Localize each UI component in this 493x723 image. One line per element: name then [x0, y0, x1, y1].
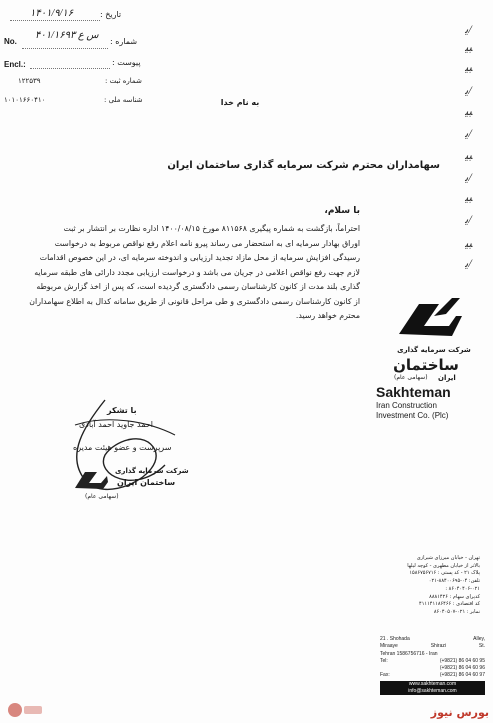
body-line: از کانون کارشناسان رسمی دادگستری و طی مراحل قانونی از طریق سامانه کدال به اطلاع سهامداران — [29, 296, 360, 306]
national-id-value: ۱۰۱۰۱۶۶۰۴۱۰ — [4, 96, 46, 104]
fax-value: (+9821) 86 04 60 97 — [439, 672, 485, 679]
footer-fa-line: پلاک ۲۱ - کد پستی : ۱۵۸۶۷۵۶۷۱۶ — [409, 570, 480, 577]
margin-mark: ﺒﯿ — [465, 190, 473, 204]
date-dotline — [10, 20, 100, 21]
brand-watermark: بورس نیوز — [430, 706, 489, 719]
footer-fa-line: تهران - خیابان میرزای شیرازی — [416, 555, 480, 561]
logo-mark-icon — [394, 294, 464, 344]
logo-en-line1: Iran Construction — [376, 401, 437, 410]
body-line: رسیدگی افزایش سرمایه از محل مازاد تجدید ارزیابی و اندوخته سرمایه ای، در این خصوص اقدامات — [39, 253, 360, 262]
tel-value: (+9821) 86 04 60 95 — [439, 657, 485, 664]
footer-fa-line: نمابر : ۰۲۱-۸۶۰۴۰۵۰۷ — [433, 608, 480, 615]
footer-fa-line: بالاتر از خیابان مطهری - کوچه لیلها — [407, 562, 480, 569]
footer-tel-row — [380, 658, 485, 665]
footer-en-line — [380, 636, 485, 643]
encl-label-en: Encl.: — [4, 60, 26, 69]
logo-en-sub — [376, 401, 448, 421]
encl-dotline — [30, 68, 110, 69]
footer-address-en — [380, 636, 485, 695]
footer-fax-row — [380, 672, 485, 679]
body-line: لازم جهت رفع نواقص اعلامی در جریان می باشد و درخواست ارزیابی مجدد دارائی های طبقه سرمایه — [34, 267, 360, 277]
signature-block — [45, 395, 205, 535]
stamp-name: ساختمان ایران — [117, 478, 176, 487]
footer-fa-line: کد اقتصادی : ۴۱۱۱۴۱۱۸۶۴۶۶ — [419, 601, 480, 608]
date-value: ۱۴۰۱/۹/۱۶ — [30, 8, 74, 19]
footer-en-text: Miraaye — [380, 643, 398, 650]
logo-en-line2: Investment Co. (Plc) — [376, 411, 449, 420]
greeting: با سلام، — [324, 206, 360, 216]
footer-en-line: Tehran 1586756716 - Iran — [380, 650, 438, 657]
letter-title: سهامداران محترم شرکت سرمایه گذاری ساختمان ایران — [167, 160, 440, 171]
number-dotline — [22, 48, 108, 49]
email-link[interactable]: info@sakhteman.com — [380, 688, 485, 695]
body-line: اوراق بهادار سرمایه ای به استحضار می رساند پیرو نامه اعلام رفع نواقص مربوط به درخواست — [54, 238, 360, 248]
number-value: ۴۰۱/س ع ۱۶۹۳ — [35, 30, 99, 41]
footer-tel2: (+9821) 86 04 60 96 — [439, 665, 485, 672]
logo-fa-type: (سهامی عام) — [394, 374, 428, 381]
margin-mark: ﯾ/ — [465, 83, 472, 97]
logo-fa-top: شرکت سرمایه گذاری — [397, 346, 471, 354]
signature-name: احمد جاوید احمد آبادی — [79, 420, 153, 429]
footer-fa-line: ۸۶۰۴۰۴۰۶-۰۲۱ : — [445, 585, 480, 592]
letter-body — [10, 222, 360, 324]
signature-thanks: با تشکر — [107, 406, 137, 415]
tel-label: Tel: — [380, 657, 388, 664]
web-link[interactable]: www.sakhteman.com — [380, 681, 485, 688]
body-line: محترم خواهد رسید. — [295, 311, 360, 320]
stamp-logo-icon — [73, 468, 109, 492]
signature-role: سرپرست و عضو هیئت مدیره — [73, 443, 172, 452]
body-line: احتراماً، بازگشت به شماره پیگیری ۸۱۱۵۶۸ مورخ ۱۴۰۰/۰۸/۱۵ اداره نظارت بر انتشار بر ثبت — [63, 224, 360, 233]
signature-scribble-icon — [45, 395, 205, 535]
date-label: تاریخ : — [100, 10, 122, 19]
margin-mark: ﺒﯿ — [465, 104, 473, 118]
footer-address-fa — [380, 555, 480, 617]
logo-en-main: Sakhteman — [376, 384, 451, 400]
footer-en-text: Shirazi — [430, 643, 446, 650]
reg-label: شماره ثبت : — [105, 77, 142, 85]
margin-mark: ﯾ/ — [465, 170, 472, 184]
national-id-label: شناسه ملی : — [104, 96, 143, 104]
footer-fa-line: تلفن: ۰۴-۸۸۴۰۰۶۹۵-۰۲۱ — [428, 578, 480, 585]
bourse-news-logo-icon — [6, 701, 46, 719]
stamp-type: (سهامی عام) — [85, 493, 119, 500]
stamp-company: شرکت سرمایه گذاری — [115, 467, 189, 475]
margin-mark: ﯾ/ — [465, 22, 472, 36]
logo-fa-iran: ایران — [438, 374, 456, 382]
margin-mark: ﯾ/ — [465, 212, 472, 226]
fax-label: Fax: — [380, 672, 390, 679]
footer-en-line — [380, 643, 485, 650]
encl-label: پیوست : — [112, 58, 141, 67]
margin-mark: ﺒﯿ — [465, 40, 473, 54]
footer-en-text: Alley, — [473, 636, 485, 642]
margin-mark: ﺒﯿ — [465, 236, 473, 250]
margin-mark: ﺒﯿ — [465, 148, 473, 162]
footer-en-text: St. — [478, 643, 485, 650]
margin-mark: ﺒﯿ — [465, 60, 473, 74]
number-label: شماره : — [110, 37, 138, 46]
margin-mark: ﯾ/ — [465, 126, 472, 140]
footer-fa-line: کدپرای سهام : ۸۸۸۱۴۲۶ — [429, 593, 480, 600]
reg-value: ۱۲۲۵۳۹ — [18, 77, 41, 85]
number-label-en: No. — [4, 37, 17, 46]
footer-en-text: 21 . Shohada — [380, 636, 410, 642]
body-line: گذاری بلند مدت از کانون کارشناسان رسمی دادگستری گردیده است، که پس از اخذ گزارش مربوطه — [36, 282, 360, 291]
bismillah: به نام خدا — [220, 98, 260, 107]
logo-fa-main: ساختمان — [393, 356, 459, 374]
margin-mark: ﯾ/ — [465, 256, 472, 270]
